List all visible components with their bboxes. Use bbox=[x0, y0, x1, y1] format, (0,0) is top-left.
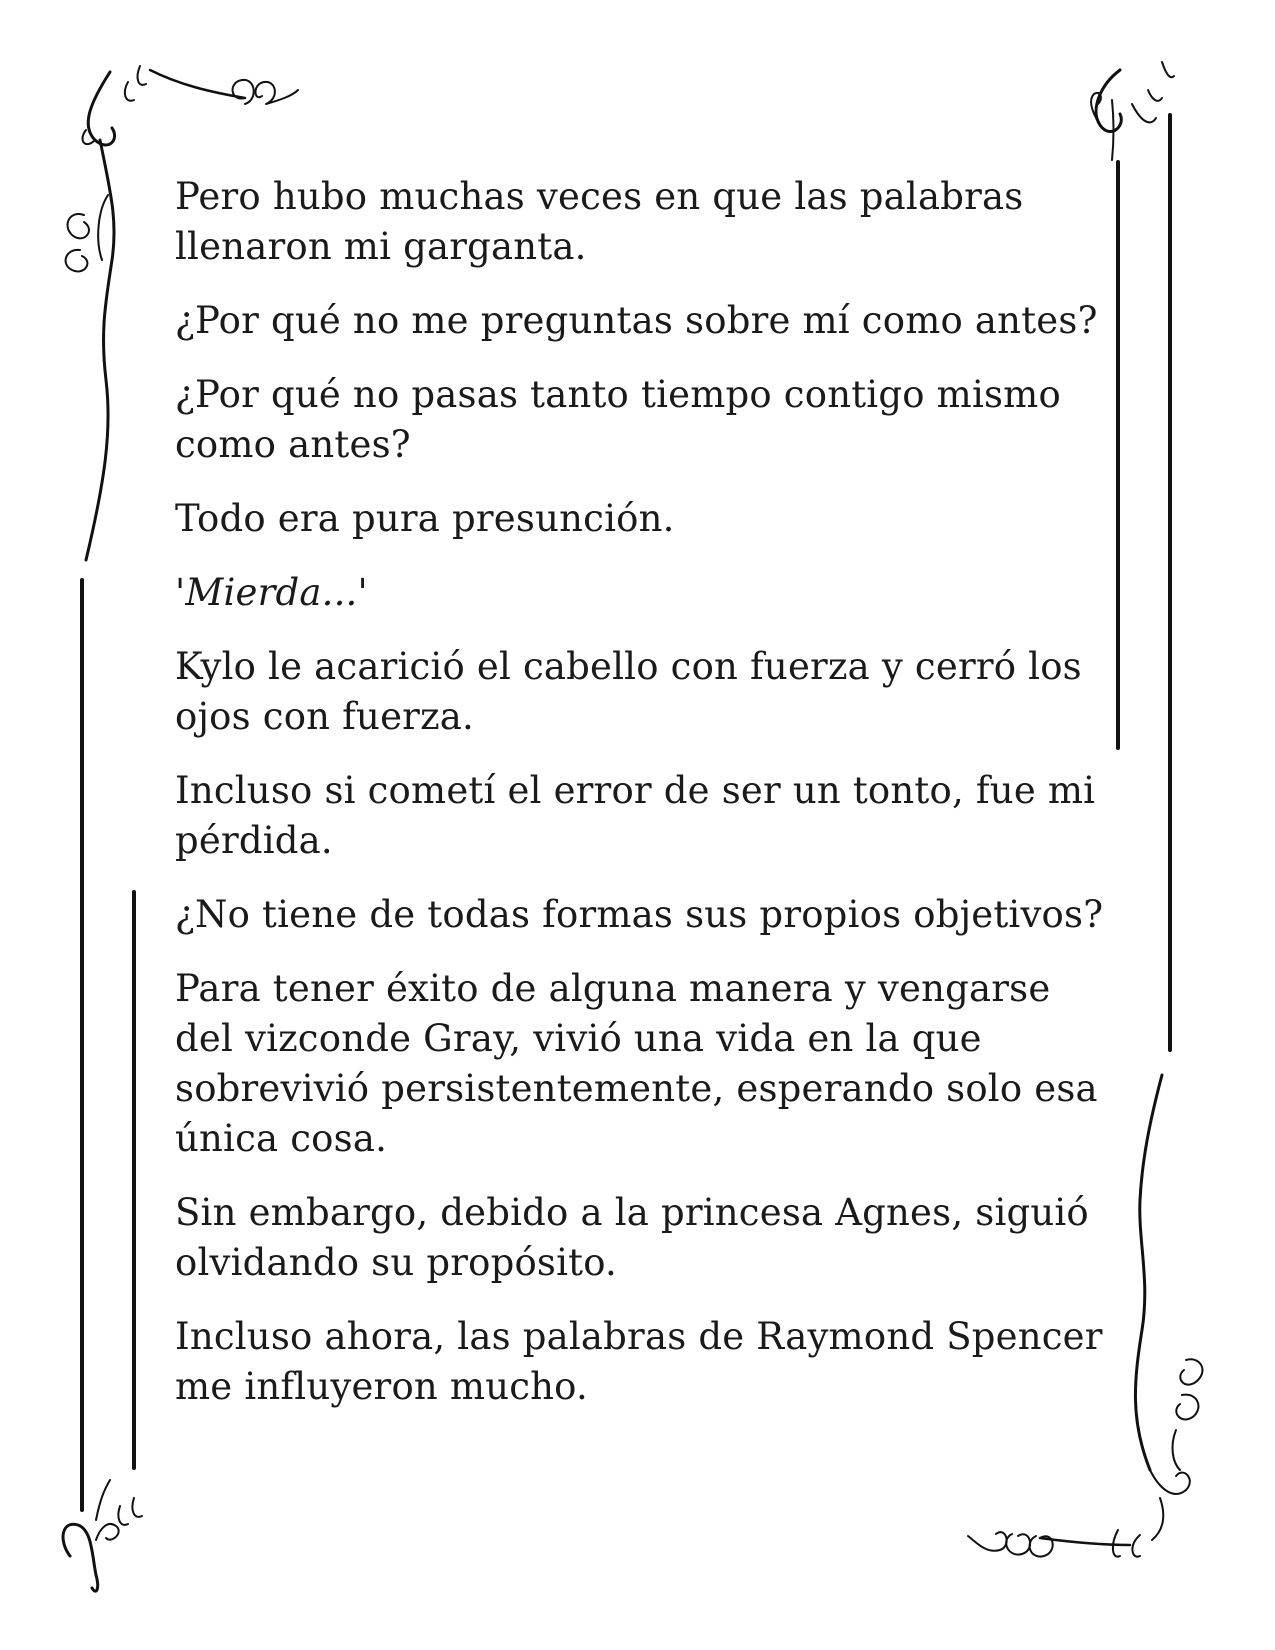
paragraph: ¿No tiene de todas formas sus propios objetivos? bbox=[175, 893, 1104, 936]
paragraph: Pero hubo muchas veces en que las palabras llenaron mi garganta. bbox=[175, 175, 1024, 268]
paragraph: Incluso si cometí el error de ser un tonto, fue mi pérdida. bbox=[175, 769, 1096, 862]
paragraph: Incluso ahora, las palabras de Raymond Spencer me influyeron mucho. bbox=[175, 1315, 1103, 1408]
top-right-flourish-ornament bbox=[1091, 62, 1174, 160]
paragraph: Todo era pura presunción. bbox=[175, 497, 675, 540]
paragraph: Sin embargo, debido a la princesa Agnes, siguió olvidando su propósito. bbox=[175, 1191, 1089, 1284]
paragraph: ¿Por qué no pasas tanto tiempo contigo mismo como antes? bbox=[175, 373, 1061, 466]
paragraph: ¿Por qué no me preguntas sobre mí como antes? bbox=[175, 299, 1098, 342]
page-body-text bbox=[175, 172, 1105, 1436]
paragraph: Kylo le acarició el cabello con fuerza y cerró los ojos con fuerza. bbox=[175, 645, 1082, 738]
paragraph: Para tener éxito de alguna manera y vengarse del vizconde Gray, vivió una vida en la que sobrevivió persistentemente, esperando solo esa única cosa. bbox=[175, 967, 1098, 1160]
bottom-left-flourish-ornament bbox=[63, 1480, 142, 1591]
paragraph-italic-thought: 'Mierda...' bbox=[175, 571, 368, 614]
